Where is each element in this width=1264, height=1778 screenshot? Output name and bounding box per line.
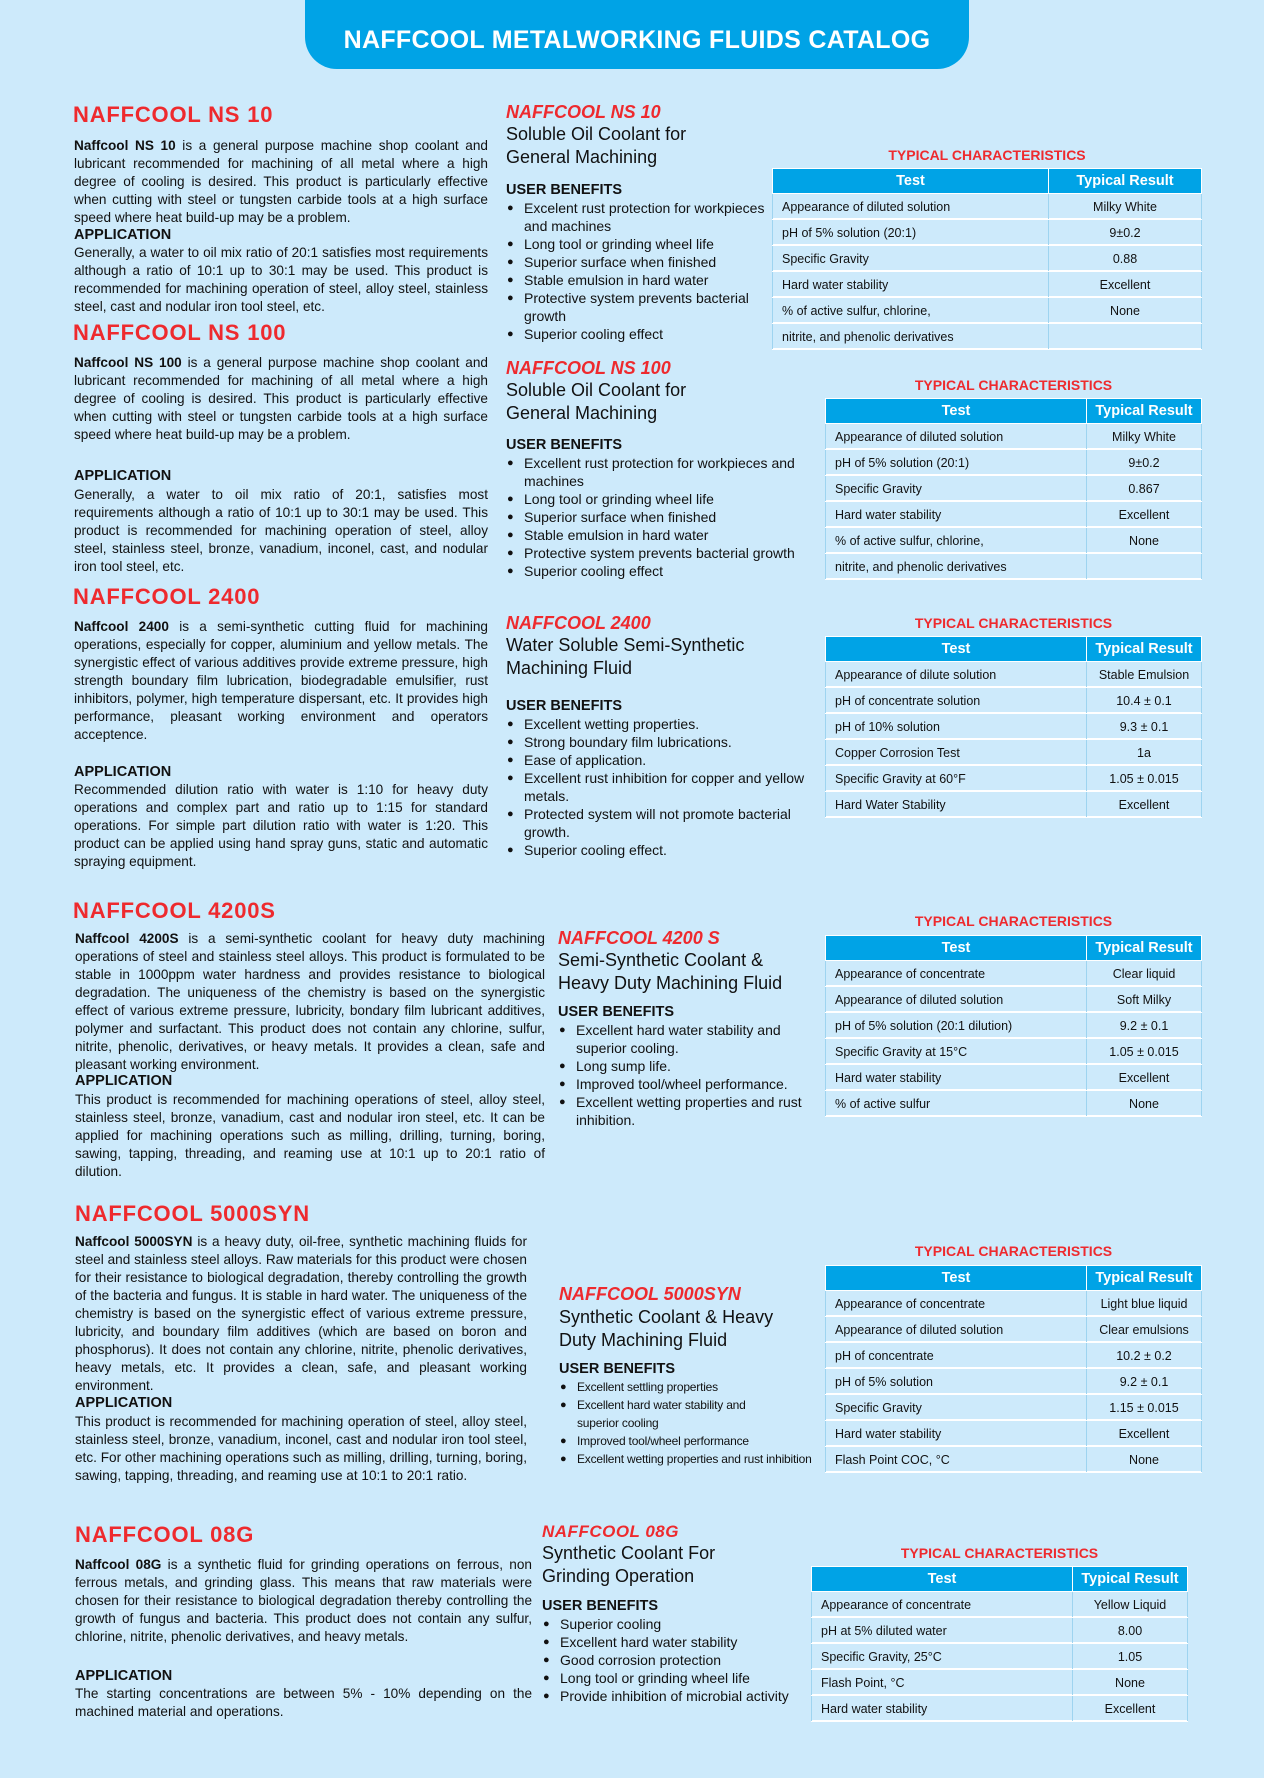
- benefit-item: ● Improved tool/wheel performance: [559, 1432, 827, 1450]
- table-row: [826, 1421, 1202, 1447]
- table-row: [826, 502, 1202, 528]
- table-row: [826, 1395, 1202, 1421]
- benefit-item: ● Provide inhibition of microbial activity: [542, 1687, 812, 1705]
- product-subtitle: Semi-Synthetic Coolant & Heavy Duty Machining Fluid: [558, 950, 783, 993]
- application-text: Generally, a water to oil mix ratio of 20:1, satisfies most requirements although a ratio of 10:1 up to 30:1 may be used. This product is recommended for machining operation of steel, alloy steel, stainless steel, bronze, vanadium, inconel, cast, and nodular iron tool steel, etc.: [74, 487, 488, 574]
- table-cell-result: 9.2 ± 0.1: [1087, 1013, 1202, 1039]
- table-cell-test: pH of 5% solution: [826, 1369, 1087, 1395]
- benefit-item: ● Excellent hard water stability and superior cooling.: [558, 1021, 822, 1057]
- table-row: [812, 1696, 1188, 1722]
- col-test: Test: [812, 1567, 1073, 1592]
- table-row: [773, 298, 1202, 324]
- user-benefits-heading: USER BENEFITS: [506, 182, 623, 198]
- benefits-list: [506, 715, 822, 859]
- product-subtitle: Soluble Oil Coolant for General Machining: [506, 380, 687, 423]
- table-cell-test: pH at 5% diluted water: [812, 1618, 1073, 1644]
- product-description: Naffcool 5000SYN is a heavy duty, oil-free, synthetic machining fluids for steel and stainless steel alloys. Raw materials for this product were chosen for their resistance to biological degradation, thereby controlling the growth of the bacteria and fungus. It is stable in hard water. The uniqueness of the chemistry is based on the synergistic effect of various extreme pressure, lubricity, and boundary film additives (which are based on boron and phosphorus). It does not contain any chlorine, nitrite, phenolic derivatives, heavy metals, etc. It provides a clean, safe, and pleasant working environment.: [75, 1234, 528, 1393]
- benefit-item: ● Excellent wetting properties and rust inhibition.: [558, 1093, 822, 1129]
- benefit-item: ● Excellent hard water stability: [542, 1633, 812, 1651]
- table-cell-result: None: [1087, 1447, 1202, 1473]
- user-benefits-heading: USER BENEFITS: [559, 1361, 676, 1377]
- table-cell-test: Flash Point COC, °C: [826, 1447, 1087, 1473]
- table-cell-result: 1.05: [1073, 1644, 1188, 1670]
- table-cell-test: Specific Gravity at 60°F: [826, 766, 1087, 792]
- characteristics-table: [811, 1566, 1188, 1722]
- table-cell-test: Appearance of concentrate: [826, 1291, 1087, 1317]
- table-row: [826, 1091, 1202, 1117]
- table-cell-test: Hard water stability: [826, 502, 1087, 528]
- benefits-list: [558, 1021, 822, 1129]
- col-test: Test: [773, 169, 1049, 194]
- col-result: Typical Result: [1087, 637, 1202, 662]
- table-cell-test: Appearance of concentrate: [826, 961, 1087, 987]
- table-cell-result: Excellent: [1087, 792, 1202, 818]
- table-row: [812, 1670, 1188, 1696]
- table-row: [826, 662, 1202, 688]
- table-row: [826, 1291, 1202, 1317]
- table-cell-test: Specific Gravity: [773, 246, 1049, 272]
- benefit-item: ● Superior cooling: [542, 1615, 812, 1633]
- table-row: [773, 220, 1202, 246]
- table-cell-test: % of active sulfur, chlorine,: [826, 528, 1087, 554]
- table-row: [826, 1013, 1202, 1039]
- benefit-item: ● Stable emulsion in hard water: [506, 526, 822, 544]
- benefit-item: ● Excellent rust protection for workpieces and machines: [506, 454, 822, 490]
- table-cell-test: % of active sulfur, chlorine,: [773, 298, 1049, 324]
- application-text: The starting concentrations are between 5% - 10% depending on the machined material and operations.: [75, 1686, 532, 1719]
- table-cell-test: Appearance of dilute solution: [826, 662, 1087, 688]
- user-benefits-heading: USER BENEFITS: [506, 437, 623, 453]
- product-title: NAFFCOOL 2400: [506, 613, 651, 633]
- table-cell-result: 1a: [1087, 740, 1202, 766]
- table-row: [773, 246, 1202, 272]
- benefits-list: [506, 454, 822, 580]
- table-cell-test: pH of 5% solution (20:1): [826, 450, 1087, 476]
- benefit-item: ● Excelent rust protection for workpieces and machines: [506, 199, 766, 235]
- benefit-item: ● Superior surface when finished: [506, 508, 822, 526]
- table-cell-test: Specific Gravity: [826, 476, 1087, 502]
- table-row: [826, 1065, 1202, 1091]
- col-test: Test: [826, 1266, 1087, 1291]
- product-subtitle: Synthetic Coolant & Heavy Duty Machining Fluid: [559, 1307, 774, 1350]
- table-row: [826, 424, 1202, 450]
- table-cell-test: Specific Gravity: [826, 1395, 1087, 1421]
- table-row: [826, 450, 1202, 476]
- table-row: [826, 1447, 1202, 1473]
- table-cell-test: pH of 10% solution: [826, 714, 1087, 740]
- table-cell-result: Excellent: [1087, 1421, 1202, 1447]
- benefit-item: ● Long tool or grinding wheel life: [542, 1669, 812, 1687]
- table-cell-result: 9.3 ± 0.1: [1087, 714, 1202, 740]
- product-title: NAFFCOOL NS 100: [506, 358, 671, 378]
- characteristics-table: [825, 398, 1202, 580]
- table-row: [826, 1369, 1202, 1395]
- table-cell-result: Stable Emulsion: [1087, 662, 1202, 688]
- col-test: Test: [826, 637, 1087, 662]
- col-result: Typical Result: [1087, 1266, 1202, 1291]
- table-row: [826, 714, 1202, 740]
- table-cell-result: 9.2 ± 0.1: [1087, 1369, 1202, 1395]
- typical-characteristics-label: TYPICAL CHARACTERISTICS: [900, 1545, 1099, 1561]
- table-row: [826, 528, 1202, 554]
- table-cell-result: 10.2 ± 0.2: [1087, 1343, 1202, 1369]
- product-heading: NAFFCOOL 08G: [75, 1522, 255, 1547]
- table-cell-test: Specific Gravity, 25°C: [812, 1644, 1073, 1670]
- table-cell-result: Milky White: [1087, 424, 1202, 450]
- table-row: [826, 961, 1202, 987]
- table-cell-result: Milky White: [1049, 194, 1202, 220]
- col-result: Typical Result: [1087, 399, 1202, 424]
- table-cell-test: nitrite, and phenolic derivatives: [826, 554, 1087, 580]
- table-cell-test: Hard water stability: [773, 272, 1049, 298]
- application-heading: APPLICATION: [74, 764, 172, 780]
- table-cell-test: pH of concentrate: [826, 1343, 1087, 1369]
- col-result: Typical Result: [1049, 169, 1202, 194]
- table-row: [773, 272, 1202, 298]
- benefit-item: ● Ease of application.: [506, 751, 822, 769]
- typical-characteristics-label: TYPICAL CHARACTERISTICS: [914, 377, 1113, 393]
- table-cell-result: 9±0.2: [1087, 450, 1202, 476]
- application-heading: APPLICATION: [75, 1668, 173, 1684]
- application-text: Recommended dilution ratio with water is 1:10 for heavy duty operations and complex part and ratio up to 1:15 for standard operations. For simple part dilution ratio with water is 1:20. This product can be applied using hand spray guns, static and automatic spraying equipment.: [74, 782, 488, 869]
- benefit-item: ● Stable emulsion in hard water: [506, 271, 766, 289]
- table-cell-test: pH of 5% solution (20:1 dilution): [826, 1013, 1087, 1039]
- table-row: [826, 476, 1202, 502]
- benefit-item: ● Improved tool/wheel performance.: [558, 1075, 822, 1093]
- product-description: Naffcool 2400 is a semi-synthetic cutting fluid for machining operations, especially for copper, aluminium and yellow metals. The synergistic effect of various additives provide extreme pressure, high strength boundary film lubrication, biodegradable emulsifier, rust inhibitors, polymer, high temperature dispersant, etc. It provides high performance, pleasant working environment and operators acceptence.: [74, 619, 488, 742]
- characteristics-table: [825, 935, 1202, 1117]
- catalog-banner: NAFFCOOL METALWORKING FLUIDS CATALOG: [305, 0, 969, 69]
- table-row: [812, 1644, 1188, 1670]
- table-cell-test: Specific Gravity at 15°C: [826, 1039, 1087, 1065]
- characteristics-table: [772, 168, 1202, 350]
- benefit-item: ● Excellent rust inhibition for copper and yellow metals.: [506, 769, 822, 805]
- typical-characteristics-label: TYPICAL CHARACTERISTICS: [914, 1243, 1113, 1259]
- product-subtitle: Water Soluble Semi-Synthetic Machining Fluid: [506, 635, 745, 678]
- benefit-item: ● Long tool or grinding wheel life: [506, 490, 822, 508]
- table-cell-result: 1.15 ± 0.015: [1087, 1395, 1202, 1421]
- product-title: NAFFCOOL 5000SYN: [559, 1284, 741, 1304]
- table-cell-result: Excellent: [1073, 1696, 1188, 1722]
- table-cell-result: 9±0.2: [1049, 220, 1202, 246]
- table-cell-test: Appearance of diluted solution: [773, 194, 1049, 220]
- product-title: NAFFCOOL 4200 S: [558, 928, 720, 948]
- product-subtitle: Soluble Oil Coolant for General Machining: [506, 124, 687, 167]
- table-cell-test: pH of concentrate solution: [826, 688, 1087, 714]
- col-result: Typical Result: [1073, 1567, 1188, 1592]
- user-benefits-heading: USER BENEFITS: [558, 1004, 675, 1020]
- table-cell-test: Hard water stability: [812, 1696, 1073, 1722]
- table-row: [826, 987, 1202, 1013]
- table-cell-test: Hard water stability: [826, 1421, 1087, 1447]
- table-cell-test: Appearance of concentrate: [812, 1592, 1073, 1618]
- table-cell-result: Soft Milky: [1087, 987, 1202, 1013]
- table-cell-result: Excellent: [1087, 1065, 1202, 1091]
- user-benefits-heading: USER BENEFITS: [542, 1598, 659, 1614]
- table-cell-result: 0.88: [1049, 246, 1202, 272]
- col-test: Test: [826, 936, 1087, 961]
- benefit-item: ● Long tool or grinding wheel life: [506, 235, 766, 253]
- application-text: Generally, a water to oil mix ratio of 20:1 satisfies most requirements although a ratio of 10:1 up to 30:1 may be used. This product is recommended for machining operation of steel, alloy steel, stainless steel, cast and nodular iron tool steel, etc.: [74, 245, 488, 314]
- application-heading: APPLICATION: [75, 1073, 173, 1089]
- typical-characteristics-label: TYPICAL CHARACTERISTICS: [914, 615, 1113, 631]
- table-cell-test: Hard water stability: [826, 1065, 1087, 1091]
- table-cell-result: None: [1087, 528, 1202, 554]
- product-heading: NAFFCOOL 2400: [73, 584, 261, 609]
- table-cell-test: Appearance of diluted solution: [826, 1317, 1087, 1343]
- table-cell-result: Excellent: [1087, 502, 1202, 528]
- benefits-list: [506, 199, 766, 343]
- table-cell-result: 0.867: [1087, 476, 1202, 502]
- table-row: [826, 554, 1202, 580]
- application-heading: APPLICATION: [75, 1395, 173, 1411]
- table-cell-result: [1049, 324, 1202, 350]
- benefits-list: [542, 1615, 812, 1705]
- product-description: Naffcool 08G is a synthetic fluid for grinding operations on ferrous, non ferrous metals, and grinding glass. This means that raw materials were chosen for their resistance to biological degradation thereby controlling the growth of fungus and bacteria. This product does not contain any sulfur, chlorine, nitrite, phenolic derivatives, and heavy metals.: [75, 1557, 532, 1644]
- table-cell-result: 8.00: [1073, 1618, 1188, 1644]
- product-title: NAFFCOOL 08G: [542, 1522, 679, 1541]
- table-row: [812, 1618, 1188, 1644]
- table-cell-result: Yellow Liquid: [1073, 1592, 1188, 1618]
- table-cell-test: nitrite, and phenolic derivatives: [773, 324, 1049, 350]
- table-cell-result: Excellent: [1049, 272, 1202, 298]
- table-row: [826, 740, 1202, 766]
- col-test: Test: [826, 399, 1087, 424]
- table-cell-test: Appearance of diluted solution: [826, 424, 1087, 450]
- table-row: [826, 688, 1202, 714]
- product-description: Naffcool NS 100 is a general purpose machine shop coolant and lubricant recommended for machining of all metal where a high degree of cooling is desired. This product is particularly effective when cutting with steel or tungsten carbide tools at a high surface speed where heat build-up may be a problem.: [74, 355, 488, 442]
- benefit-item: ● Strong boundary film lubrications.: [506, 733, 822, 751]
- characteristics-table: [825, 1265, 1202, 1473]
- benefit-item: ● Excellent settling properties: [559, 1378, 827, 1396]
- table-cell-result: None: [1087, 1091, 1202, 1117]
- application-heading: APPLICATION: [74, 468, 172, 484]
- product-heading: NAFFCOOL NS 10: [73, 102, 274, 127]
- benefit-item: ● Excellent wetting properties.: [506, 715, 822, 733]
- benefit-item: ● Superior cooling effect: [506, 325, 766, 343]
- table-cell-test: % of active sulfur: [826, 1091, 1087, 1117]
- benefit-item: ● Excellent wetting properties and rust inhibition: [559, 1450, 827, 1468]
- table-cell-result: Clear emulsions: [1087, 1317, 1202, 1343]
- table-cell-result: [1087, 554, 1202, 580]
- table-cell-result: None: [1049, 298, 1202, 324]
- product-description: Naffcool 4200S is a semi-synthetic coolant for heavy duty machining operations of steel and stainless steel alloys. This product is formulated to be stable in 1000ppm water hardness and provides resistance to biological degradation. The uniqueness of the chemistry is based on the synergistic effect of various extreme pressure, lubricity, bondary film lubricant additives, polymer and surfactant. This product does not contain any chlorine, sulfur, nitrite, phenolic, derivatives, or heavy metals. It provides a clean, safe and pleasant working environment.: [75, 931, 545, 1072]
- col-result: Typical Result: [1087, 936, 1202, 961]
- table-cell-test: pH of 5% solution (20:1): [773, 220, 1049, 246]
- benefit-item: ● Protected system will not promote bacterial growth.: [506, 805, 822, 841]
- table-cell-test: Copper Corrosion Test: [826, 740, 1087, 766]
- table-row: [826, 1039, 1202, 1065]
- table-row: [812, 1592, 1188, 1618]
- product-title: NAFFCOOL NS 10: [506, 102, 661, 122]
- table-cell-result: Light blue liquid: [1087, 1291, 1202, 1317]
- benefit-item: ● Excellent hard water stability and superior cooling: [559, 1396, 759, 1432]
- benefit-item: ● Good corrosion protection: [542, 1651, 812, 1669]
- product-description: Naffcool NS 10 is a general purpose machine shop coolant and lubricant recommended for machining of all metal where a high degree of cooling is desired. This product is particularly effective when cutting with steel or tungsten carbide tools at a high surface speed where heat build-up may be a problem.: [74, 138, 488, 225]
- product-heading: NAFFCOOL 5000SYN: [75, 1201, 310, 1226]
- product-subtitle: Synthetic Coolant For Grinding Operation: [542, 1543, 716, 1586]
- user-benefits-heading: USER BENEFITS: [506, 698, 623, 714]
- benefit-item: ● Protective system prevents bacterial growth: [506, 544, 822, 562]
- table-cell-result: Clear liquid: [1087, 961, 1202, 987]
- table-cell-test: Hard Water Stability: [826, 792, 1087, 818]
- table-row: [826, 1317, 1202, 1343]
- product-heading: NAFFCOOL NS 100: [73, 320, 287, 345]
- table-row: [773, 324, 1202, 350]
- benefits-list: [559, 1378, 827, 1468]
- characteristics-table: [825, 636, 1202, 818]
- table-cell-result: 1.05 ± 0.015: [1087, 1039, 1202, 1065]
- application-text: This product is recommended for machining operation of steel, alloy steel, stainless steel, bronze, vanadium, inconel, cast and nodular iron tool steel, etc. For other machining operations such as milling, drilling, turning, boring, sawing, tapping, threading, and reaming use at 10:1 to 20:1 ratio.: [75, 1414, 527, 1483]
- table-cell-test: Appearance of diluted solution: [826, 987, 1087, 1013]
- typical-characteristics-label: TYPICAL CHARACTERISTICS: [914, 913, 1113, 929]
- table-row: [773, 194, 1202, 220]
- benefit-item: ● Superior cooling effect: [506, 562, 822, 580]
- table-row: [826, 766, 1202, 792]
- benefit-item: ● Protective system prevents bacterial growth: [506, 289, 766, 325]
- table-row: [826, 792, 1202, 818]
- benefit-item: ● Long sump life.: [558, 1057, 822, 1075]
- application-text: This product is recommended for machining operations of steel, alloy steel, stainless steel, bronze, vanadium, cast and nodular iron steel, etc. It can be applied for machining operations such as milling, drilling, turning, boring, sawing, tapping, threading, and reaming use at 10:1 up to 20:1 ratio of dilution.: [75, 1092, 545, 1179]
- table-cell-test: Flash Point, °C: [812, 1670, 1073, 1696]
- benefit-item: ● Superior cooling effect.: [506, 841, 822, 859]
- table-cell-result: 1.05 ± 0.015: [1087, 766, 1202, 792]
- table-cell-result: 10.4 ± 0.1: [1087, 688, 1202, 714]
- table-cell-result: None: [1073, 1670, 1188, 1696]
- typical-characteristics-label: TYPICAL CHARACTERISTICS: [888, 147, 1086, 163]
- benefit-item: ● Superior surface when finished: [506, 253, 766, 271]
- application-heading: APPLICATION: [74, 227, 172, 243]
- product-heading: NAFFCOOL 4200S: [73, 898, 276, 923]
- table-row: [826, 1343, 1202, 1369]
